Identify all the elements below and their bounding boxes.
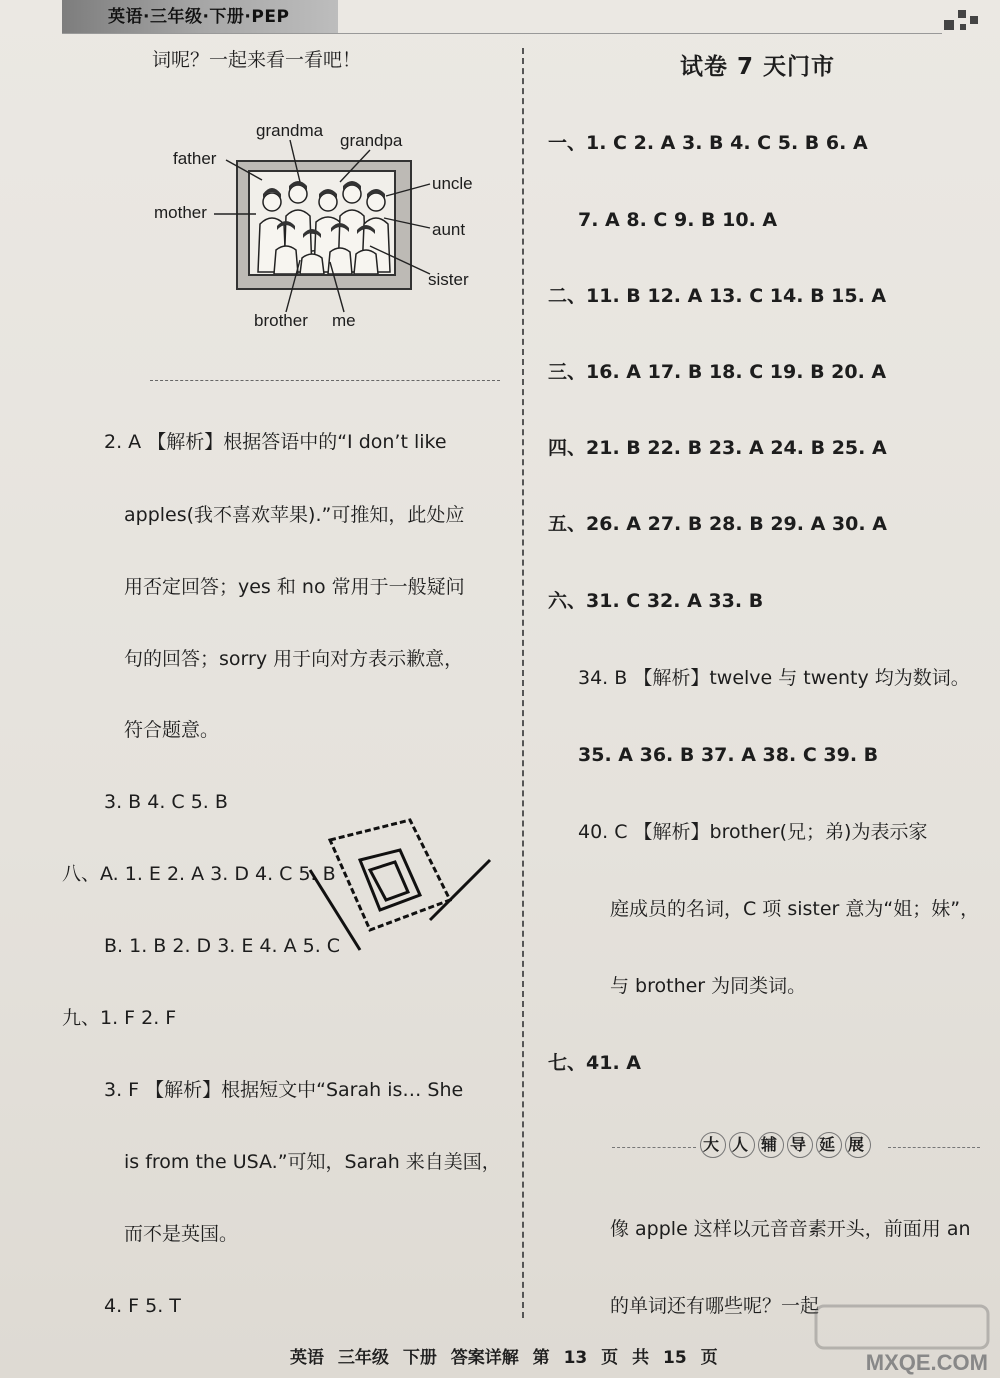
extension-title-char: 辅 xyxy=(758,1132,784,1158)
intro-text: 词呢？一起来看一看吧！ xyxy=(152,49,362,71)
answer-9-3-line-3: 而不是英国。 xyxy=(124,1223,239,1245)
answer-2-line-1: 2. A 【解析】根据答语中的“I don’t like xyxy=(104,431,447,453)
test-7-title: 试卷 7 天门市 xyxy=(680,54,836,80)
label-grandma: grandma xyxy=(256,121,324,140)
header-title: 英语·三年级·下册·PEP xyxy=(108,7,290,27)
extension-line-1: 像 apple 这样以元音音素开头，前面用 an xyxy=(610,1218,971,1240)
section-9-answers: 九、1. F 2. F xyxy=(62,1007,177,1029)
answer-9-3-line-1: 3. F 【解析】根据短文中“Sarah is… She xyxy=(104,1079,464,1101)
answers-row-2: 7. A 8. C 9. B 10. A xyxy=(578,209,778,231)
answer-2-line-3: 用否定回答；yes 和 no 常用于一般疑问 xyxy=(124,576,465,598)
label-grandpa: grandpa xyxy=(340,131,403,150)
answer-40-line-1: 40. C 【解析】brother(兄；弟)为表示家 xyxy=(578,821,928,843)
answers-row-5: 四、21. B 22. B 23. A 24. B 25. A xyxy=(548,437,887,459)
extension-rule-right xyxy=(888,1147,980,1148)
answers-row-6: 五、26. A 27. B 28. B 29. A 30. A xyxy=(548,513,887,535)
ink-stamp xyxy=(300,800,500,980)
answer-2-line-4: 句的回答；sorry 用于向对方表示歉意， xyxy=(124,648,464,670)
label-sister: sister xyxy=(428,270,469,289)
answer-40-line-2: 庭成员的名词，C 项 sister 意为“姐；妹”， xyxy=(610,898,980,920)
answers-row-9: 35. A 36. B 37. A 38. C 39. B xyxy=(578,744,879,766)
answer-34-line: 34. B 【解析】twelve 与 twenty 均为数词。 xyxy=(578,667,970,689)
answer-9-3-line-2: is from the USA.”可知，Sarah 来自美国， xyxy=(124,1151,501,1173)
label-mother: mother xyxy=(154,203,207,222)
extension-line-2: 的单词还有哪些呢？一起 xyxy=(610,1295,820,1317)
extension-title xyxy=(700,1132,874,1158)
label-aunt: aunt xyxy=(432,220,466,239)
footer-text: 英语 三年级 下册 答案详解 第 13 页 共 15 页 xyxy=(290,1348,718,1368)
label-me: me xyxy=(332,311,356,330)
answers-row-1: 一、1. C 2. A 3. B 4. C 5. B 6. A xyxy=(548,132,868,154)
extension-title-char: 导 xyxy=(787,1132,813,1158)
answers-row-7: 六、31. C 32. A 33. B xyxy=(548,590,764,612)
answer-2-line-5: 符合题意。 xyxy=(124,719,220,741)
answers-9-4-5: 4. F 5. T xyxy=(104,1295,181,1317)
watermark-text: MXQE.COM xyxy=(865,1350,988,1375)
answers-3-5: 3. B 4. C 5. B xyxy=(104,791,228,813)
answer-2-line-2: apples(我不喜欢苹果).”可推知，此处应 xyxy=(124,504,465,526)
extension-title-char: 人 xyxy=(729,1132,755,1158)
label-brother: brother xyxy=(254,311,308,330)
section-8b-answers: B. 1. B 2. D 3. E 4. A 5. C xyxy=(104,935,341,957)
answers-row-4: 三、16. A 17. B 18. C 19. B 20. A xyxy=(548,361,887,383)
extension-title-char: 大 xyxy=(700,1132,726,1158)
extension-title-char: 延 xyxy=(816,1132,842,1158)
answers-row-3: 二、11. B 12. A 13. C 14. B 15. A xyxy=(548,285,887,307)
label-father: father xyxy=(173,149,217,168)
section-7-answer: 七、41. A xyxy=(548,1052,641,1074)
label-uncle: uncle xyxy=(432,174,473,193)
extension-title-char: 展 xyxy=(845,1132,871,1158)
section-8a-answers: 八、A. 1. E 2. A 3. D 4. C 5. B xyxy=(62,863,336,885)
answer-40-line-3: 与 brother 为同类词。 xyxy=(610,975,807,997)
label-pointer-lines xyxy=(0,0,1000,400)
figure-separator xyxy=(150,380,500,381)
extension-rule-left xyxy=(612,1147,696,1148)
